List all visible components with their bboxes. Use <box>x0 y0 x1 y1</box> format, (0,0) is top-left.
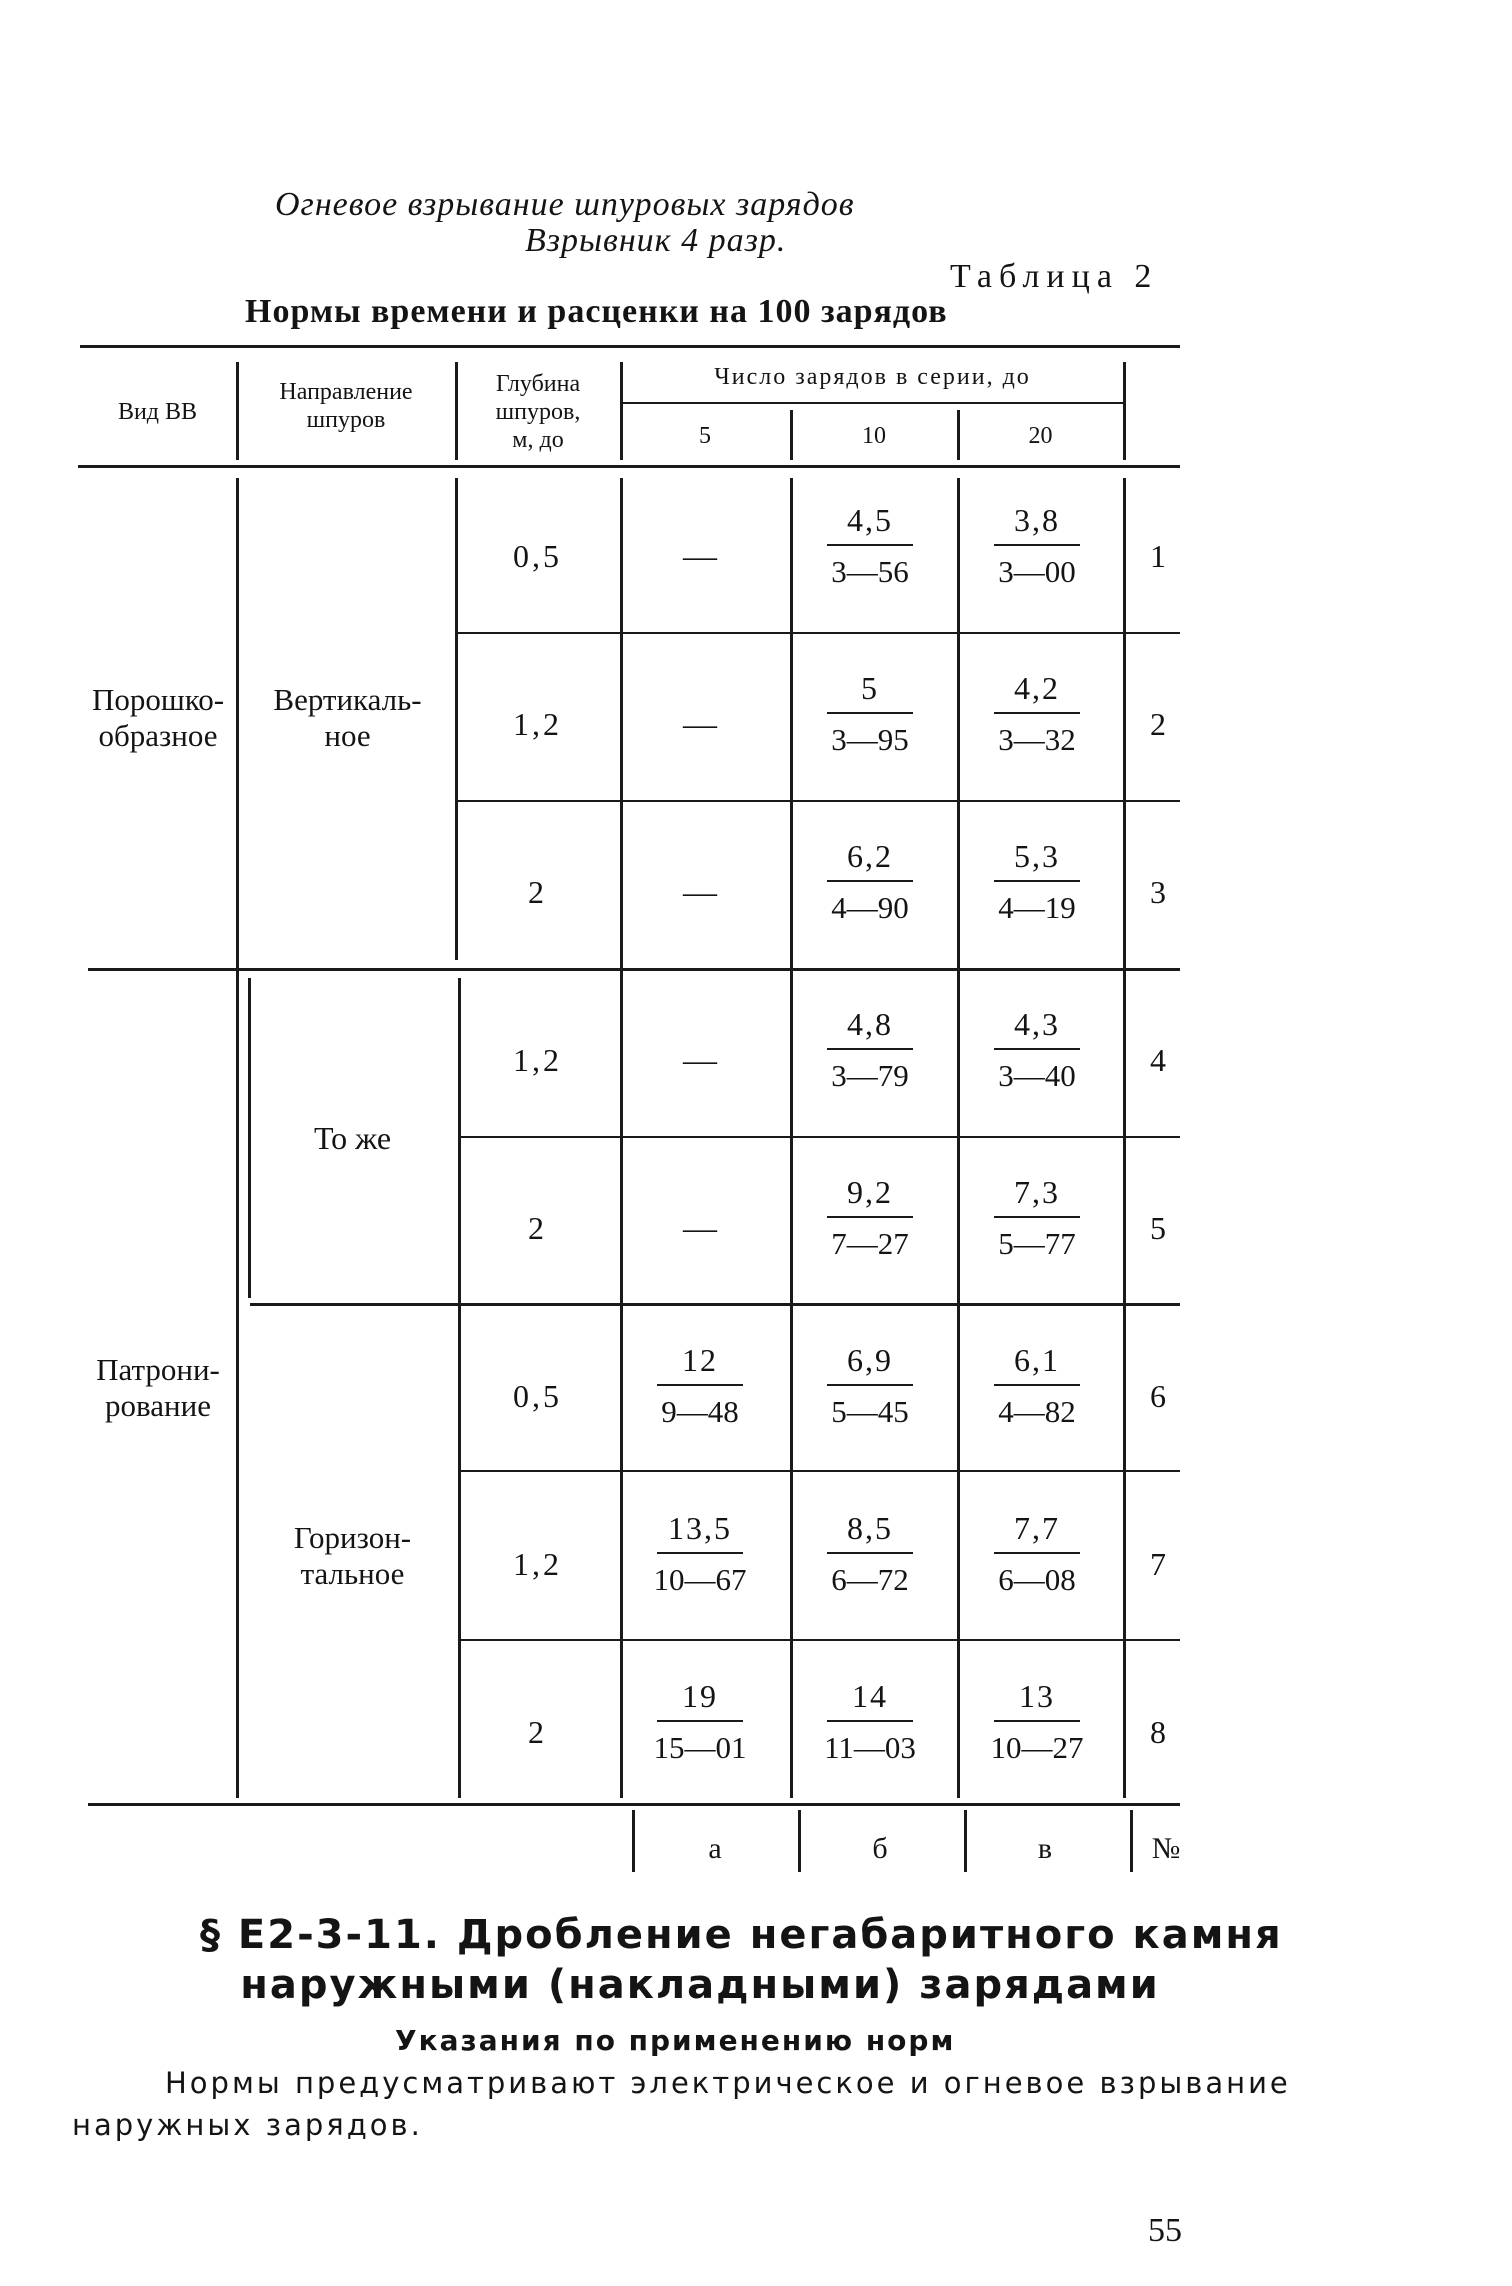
norm-fraction <box>805 1172 935 1264</box>
section-paragraph-line2: наружных зарядов. <box>72 2108 423 2142</box>
column-letter: б <box>872 1832 888 1865</box>
row-number: 8 <box>1150 1714 1166 1750</box>
fraction-bar <box>827 544 913 546</box>
row-rule-6 <box>458 1470 1180 1472</box>
vrule-c <box>1123 478 1126 1798</box>
table-label: Таблица 2 <box>950 258 1159 295</box>
section-title-line2: наружными (накладными) зарядами <box>240 1962 1160 2008</box>
rate-price: 6—72 <box>831 1562 909 1597</box>
row-number: 7 <box>1150 1546 1166 1582</box>
letter-vrule-3 <box>964 1810 967 1872</box>
time-norm: 4,3 <box>1014 1006 1060 1042</box>
hdr-vrule-1 <box>236 362 239 460</box>
row-number: 2 <box>1150 706 1166 742</box>
column-letter: в <box>1037 1832 1053 1865</box>
rate-price: 3—00 <box>998 554 1076 589</box>
header-vid-vv: Вид ВВ <box>117 399 198 425</box>
time-norm: 4,8 <box>847 1006 893 1042</box>
depth-cell: 1,2 <box>513 1042 562 1078</box>
header-depth-line3: м, до <box>512 427 564 453</box>
method-heading: Огневое взрывание шпуровых зарядов <box>275 186 855 223</box>
fraction-bar <box>657 1552 743 1554</box>
depth-cell: 0,5 <box>513 538 562 574</box>
direction-horizontal-line1: Горизон- <box>293 1520 412 1555</box>
letter-vrule-2 <box>798 1810 801 1872</box>
rate-price: 15—01 <box>653 1730 747 1765</box>
norm-fraction <box>805 1004 935 1096</box>
fraction-bar <box>994 880 1080 882</box>
rate-price: 10—27 <box>990 1730 1084 1765</box>
group-cartridge <box>80 1352 236 1424</box>
rate-price: 4—19 <box>998 890 1076 925</box>
time-norm: 6,2 <box>847 838 893 874</box>
depth-cell: 0,5 <box>513 1378 562 1414</box>
direction-same: То же <box>313 1120 392 1156</box>
rate-price: 5—77 <box>998 1226 1076 1261</box>
time-norm: 14 <box>852 1678 888 1714</box>
norm-fraction <box>972 1340 1102 1432</box>
row-number: 5 <box>1150 1210 1166 1246</box>
norm-fraction <box>972 1676 1102 1768</box>
header-count-10: 10 <box>862 423 886 449</box>
column-letter: № <box>1151 1832 1181 1865</box>
direction-horizontal <box>250 1520 455 1592</box>
time-norm: 4,5 <box>847 502 893 538</box>
time-norm: 3,8 <box>1014 502 1060 538</box>
section-subheading: Указания по применению норм <box>395 2024 956 2057</box>
empty-dash: — <box>683 1210 717 1247</box>
rate-price: 3—95 <box>831 722 909 757</box>
norm-fraction <box>972 1004 1102 1096</box>
time-norm: 4,2 <box>1014 670 1060 706</box>
norm-fraction <box>972 668 1102 760</box>
header-count-5: 5 <box>699 423 711 449</box>
time-norm: 13 <box>1019 1678 1055 1714</box>
rate-price: 4—82 <box>998 1394 1076 1429</box>
section-title-line1: § Е2-3-11. Дробление негабаритного камня <box>200 1912 1283 1958</box>
norm-fraction <box>972 1508 1102 1600</box>
time-norm: 6,1 <box>1014 1342 1060 1378</box>
header-depth <box>458 370 618 454</box>
rate-price: 4—90 <box>831 890 909 925</box>
row-number: 6 <box>1150 1378 1166 1414</box>
norm-fraction <box>805 1508 935 1600</box>
norm-fraction <box>635 1676 765 1768</box>
header-bottom-rule <box>78 465 1180 468</box>
letter-vrule-1 <box>632 1810 635 1872</box>
fraction-bar <box>657 1384 743 1386</box>
fraction-bar <box>994 1384 1080 1386</box>
letter-vrule-4 <box>1130 1810 1133 1872</box>
direction-vertical <box>245 682 450 754</box>
vrule-group <box>236 478 239 1798</box>
norm-fraction <box>972 500 1102 592</box>
norm-fraction <box>805 836 935 928</box>
fraction-bar <box>827 712 913 714</box>
depth-cell: 1,2 <box>513 1546 562 1582</box>
vrule-a <box>790 478 793 1798</box>
fraction-bar <box>827 1552 913 1554</box>
empty-dash: — <box>683 706 717 743</box>
row-rule-1 <box>455 632 1180 634</box>
group-cartridge-line2: рование <box>105 1388 211 1423</box>
header-direction-line2: шпуров <box>306 407 386 433</box>
time-norm: 5 <box>861 670 879 706</box>
row-number: 4 <box>1150 1042 1166 1078</box>
time-norm: 7,7 <box>1014 1510 1060 1546</box>
fraction-bar <box>827 1720 913 1722</box>
group-rule-1 <box>88 968 1180 971</box>
group-powder-line2: образное <box>98 718 218 753</box>
fraction-bar <box>657 1720 743 1722</box>
time-norm: 6,9 <box>847 1342 893 1378</box>
norm-fraction <box>635 1508 765 1600</box>
rate-price: 11—03 <box>824 1730 916 1765</box>
norm-fraction <box>635 1340 765 1432</box>
depth-cell: 2 <box>528 1210 547 1246</box>
rate-price: 3—40 <box>998 1058 1076 1093</box>
fraction-bar <box>994 544 1080 546</box>
time-norm: 9,2 <box>847 1174 893 1210</box>
header-direction <box>240 378 452 434</box>
fraction-bar <box>827 1384 913 1386</box>
rate-price: 3—32 <box>998 722 1076 757</box>
header-charges: Число зарядов в серии, до <box>714 364 1031 390</box>
fraction-bar <box>994 1552 1080 1554</box>
depth-cell: 2 <box>528 1714 547 1750</box>
worker-grade: Взрывник 4 разр. <box>525 222 787 259</box>
depth-cell: 1,2 <box>513 706 562 742</box>
norm-fraction <box>805 500 935 592</box>
row-rule-4 <box>458 1136 1180 1138</box>
rate-price: 10—67 <box>653 1562 747 1597</box>
hdr-vrule-6 <box>1123 362 1126 460</box>
section-paragraph-line1: Нормы предусматривают электрическое и огневое взрывание <box>165 2066 1291 2100</box>
fraction-bar <box>994 1048 1080 1050</box>
time-norm: 7,3 <box>1014 1174 1060 1210</box>
time-norm: 5,3 <box>1014 838 1060 874</box>
direction-vertical-line1: Вертикаль- <box>273 682 422 717</box>
header-count-20: 20 <box>1028 423 1053 449</box>
empty-dash: — <box>683 538 717 575</box>
time-norm: 12 <box>682 1342 718 1378</box>
vrule-direction-1 <box>455 478 458 960</box>
fraction-bar <box>994 712 1080 714</box>
row-rule-7 <box>458 1639 1180 1641</box>
column-letter: а <box>708 1832 722 1865</box>
table-bottom-rule <box>88 1803 1180 1806</box>
group-rule-2 <box>250 1303 1180 1306</box>
rate-price: 3—79 <box>831 1058 909 1093</box>
group-cartridge-line1: Патрони- <box>96 1352 220 1387</box>
fraction-bar <box>994 1720 1080 1722</box>
table-title: Нормы времени и расценки на 100 зарядов <box>245 293 948 330</box>
norm-fraction <box>805 1340 935 1432</box>
norm-fraction <box>972 1172 1102 1264</box>
fraction-bar <box>827 1048 913 1050</box>
rate-price: 3—56 <box>831 554 909 589</box>
direction-horizontal-line2: тальное <box>300 1556 405 1591</box>
vrule-b <box>957 478 960 1798</box>
fraction-bar <box>994 1216 1080 1218</box>
time-norm: 19 <box>682 1678 718 1714</box>
empty-dash: — <box>683 874 717 911</box>
empty-dash: — <box>683 1042 717 1079</box>
time-norm: 13,5 <box>668 1510 732 1546</box>
norm-fraction <box>805 1676 935 1768</box>
direction-vertical-line2: ное <box>324 718 371 753</box>
group-powder-line1: Порошко- <box>91 682 225 717</box>
vrule-depth <box>620 478 623 1798</box>
row-number: 1 <box>1150 538 1166 574</box>
time-norm: 8,5 <box>847 1510 893 1546</box>
header-direction-line1: Направление <box>279 379 413 405</box>
rate-price: 7—27 <box>831 1226 909 1261</box>
header-depth-line2: шпуров, <box>495 399 581 425</box>
norm-fraction <box>972 836 1102 928</box>
fraction-bar <box>827 880 913 882</box>
page-number: 55 <box>1148 2212 1182 2249</box>
table-top-rule <box>80 345 1180 348</box>
fraction-bar <box>827 1216 913 1218</box>
rate-price: 9—48 <box>661 1394 739 1429</box>
group-powder <box>80 682 236 754</box>
norm-fraction <box>805 668 935 760</box>
row-number: 3 <box>1150 874 1166 910</box>
rate-price: 6—08 <box>998 1562 1076 1597</box>
charges-subheader-rule <box>620 402 1125 404</box>
header-depth-line1: Глубина <box>495 371 581 397</box>
rate-price: 5—45 <box>831 1394 909 1429</box>
depth-cell: 2 <box>528 874 547 910</box>
row-rule-2 <box>455 800 1180 802</box>
